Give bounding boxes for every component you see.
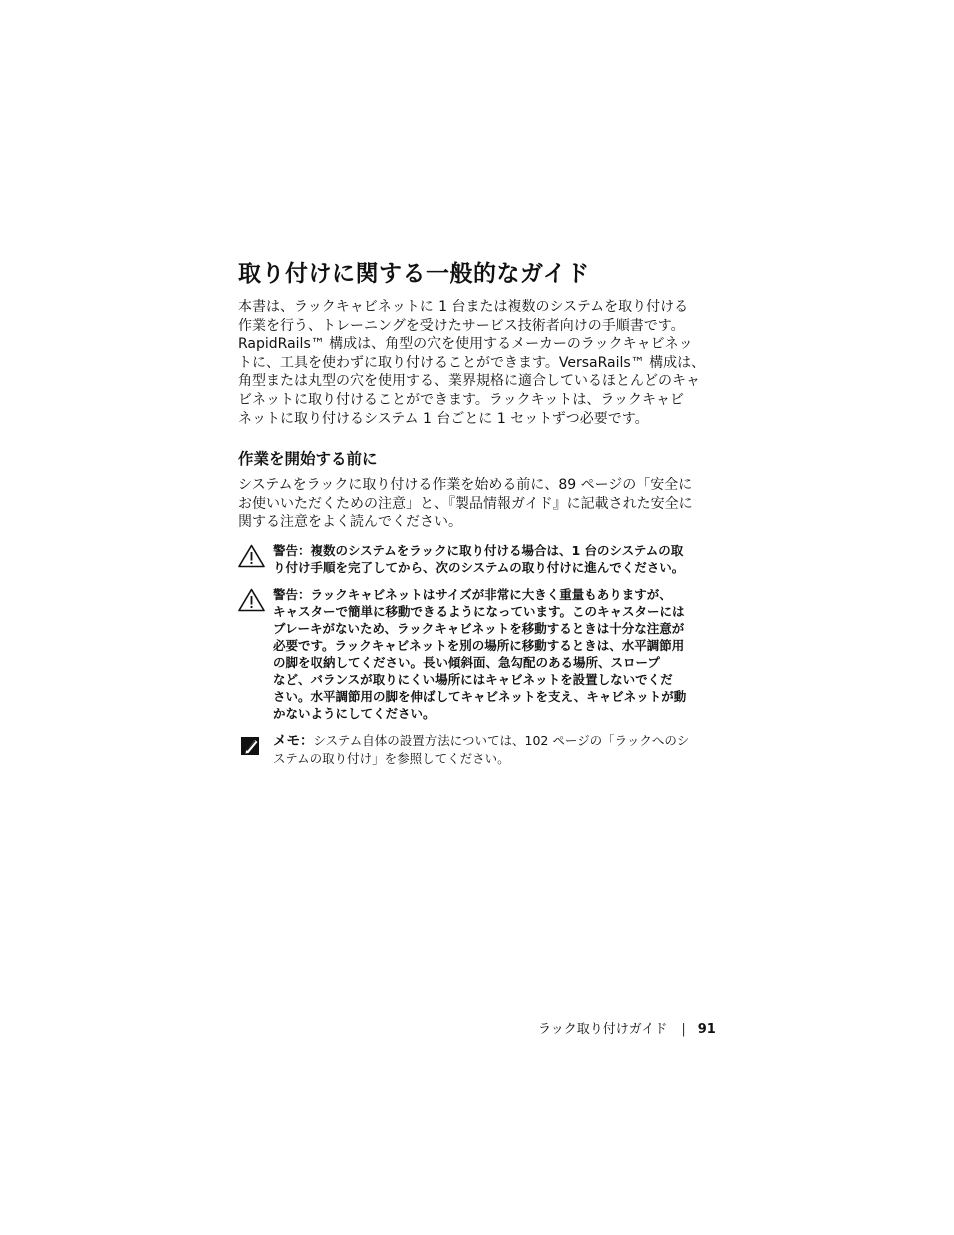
warning-line: 警告：複数のシステムをラックに取り付ける場合は、1 台のシステムの取 — [273, 542, 684, 558]
memo-notice — [238, 732, 738, 767]
intro-line: ビネットに取り付けることができます。ラックキットは、ラックキャビ — [238, 391, 685, 408]
warning-line: さい。水平調節用の脚を伸ばしてキャビネットを支え、キャビネットが動 — [273, 688, 687, 704]
section-line: お使いいただくための注意」と、『製品情報ガイド』に記載された安全に — [238, 495, 693, 512]
note-pencil-icon — [238, 734, 265, 758]
intro-paragraph — [238, 298, 738, 428]
warning-line: ブレーキがないため、ラックキャビネットを移動するときは十分な注意が — [273, 620, 685, 636]
footer-separator: | — [681, 1022, 686, 1037]
page-footer — [538, 1018, 738, 1037]
warning-line: り付け手順を完了してから、次のシステムの取り付けに進んでください。 — [273, 559, 685, 575]
warning-line: かないようにしてください。 — [273, 705, 436, 721]
intro-line: 本書は、ラックキャビネットに 1 台または複数のシステムを取り付ける — [238, 299, 689, 315]
warning-triangle-icon — [238, 588, 265, 612]
warning-line: 警告：ラックキャビネットはサイズが非常に大きく重量もありますが、 — [273, 586, 672, 602]
page-content — [238, 258, 738, 767]
warning-notice-2 — [238, 586, 738, 722]
section-line: 関する注意をよく読んでください。 — [238, 514, 462, 531]
section-paragraph — [238, 476, 738, 532]
intro-line: ネットに取り付けるシステム 1 台ごとに 1 セットずつ必要です。 — [238, 410, 649, 427]
intro-line: 作業を行う、トレーニングを受けたサービス技術者向けの手順書です。 — [238, 317, 685, 334]
page-title: 取り付けに関する一般的なガイド — [238, 261, 590, 287]
intro-line: 角型または丸型の穴を使用する、業界規格に適合しているほとんどのキャ — [238, 373, 700, 390]
section-line: システムをラックに取り付ける作業を始める前に、89 ページの「安全に — [238, 477, 693, 494]
warning-line: の脚を収納してください。長い傾斜面、急勾配のある場所、スロープ — [273, 654, 660, 670]
warning-triangle-icon — [238, 544, 265, 568]
memo-line-1 — [273, 732, 738, 750]
memo-text: システム自体の設置方法については、102 ページの「ラックへのシ — [313, 732, 690, 748]
intro-line: トに、工具を使わずに取り付けることができます。VersaRails™ 構成は、 — [238, 354, 706, 371]
memo-label: メモ： — [273, 732, 314, 749]
footer-section-name: ラック取り付けガイド — [538, 1022, 668, 1037]
section-title: 作業を開始する前に — [238, 450, 378, 469]
warning-line: など、バランスが取りにくい場所にはキャビネットを設置しないでくだ — [273, 671, 673, 687]
page-number: 91 — [697, 1022, 716, 1037]
memo-line-2: ステムの取り付け」を参照してください。 — [273, 750, 510, 766]
warning-line: キャスターで簡単に移動できるようになっています。このキャスターには — [273, 603, 685, 619]
intro-line: RapidRails™ 構成は、角型の穴を使用するメーカーのラックキャビネッ — [238, 336, 693, 353]
warning-notice-1 — [238, 542, 738, 576]
warning-line: 必要です。ラックキャビネットを別の場所に移動するときは、水平調節用 — [273, 637, 685, 653]
